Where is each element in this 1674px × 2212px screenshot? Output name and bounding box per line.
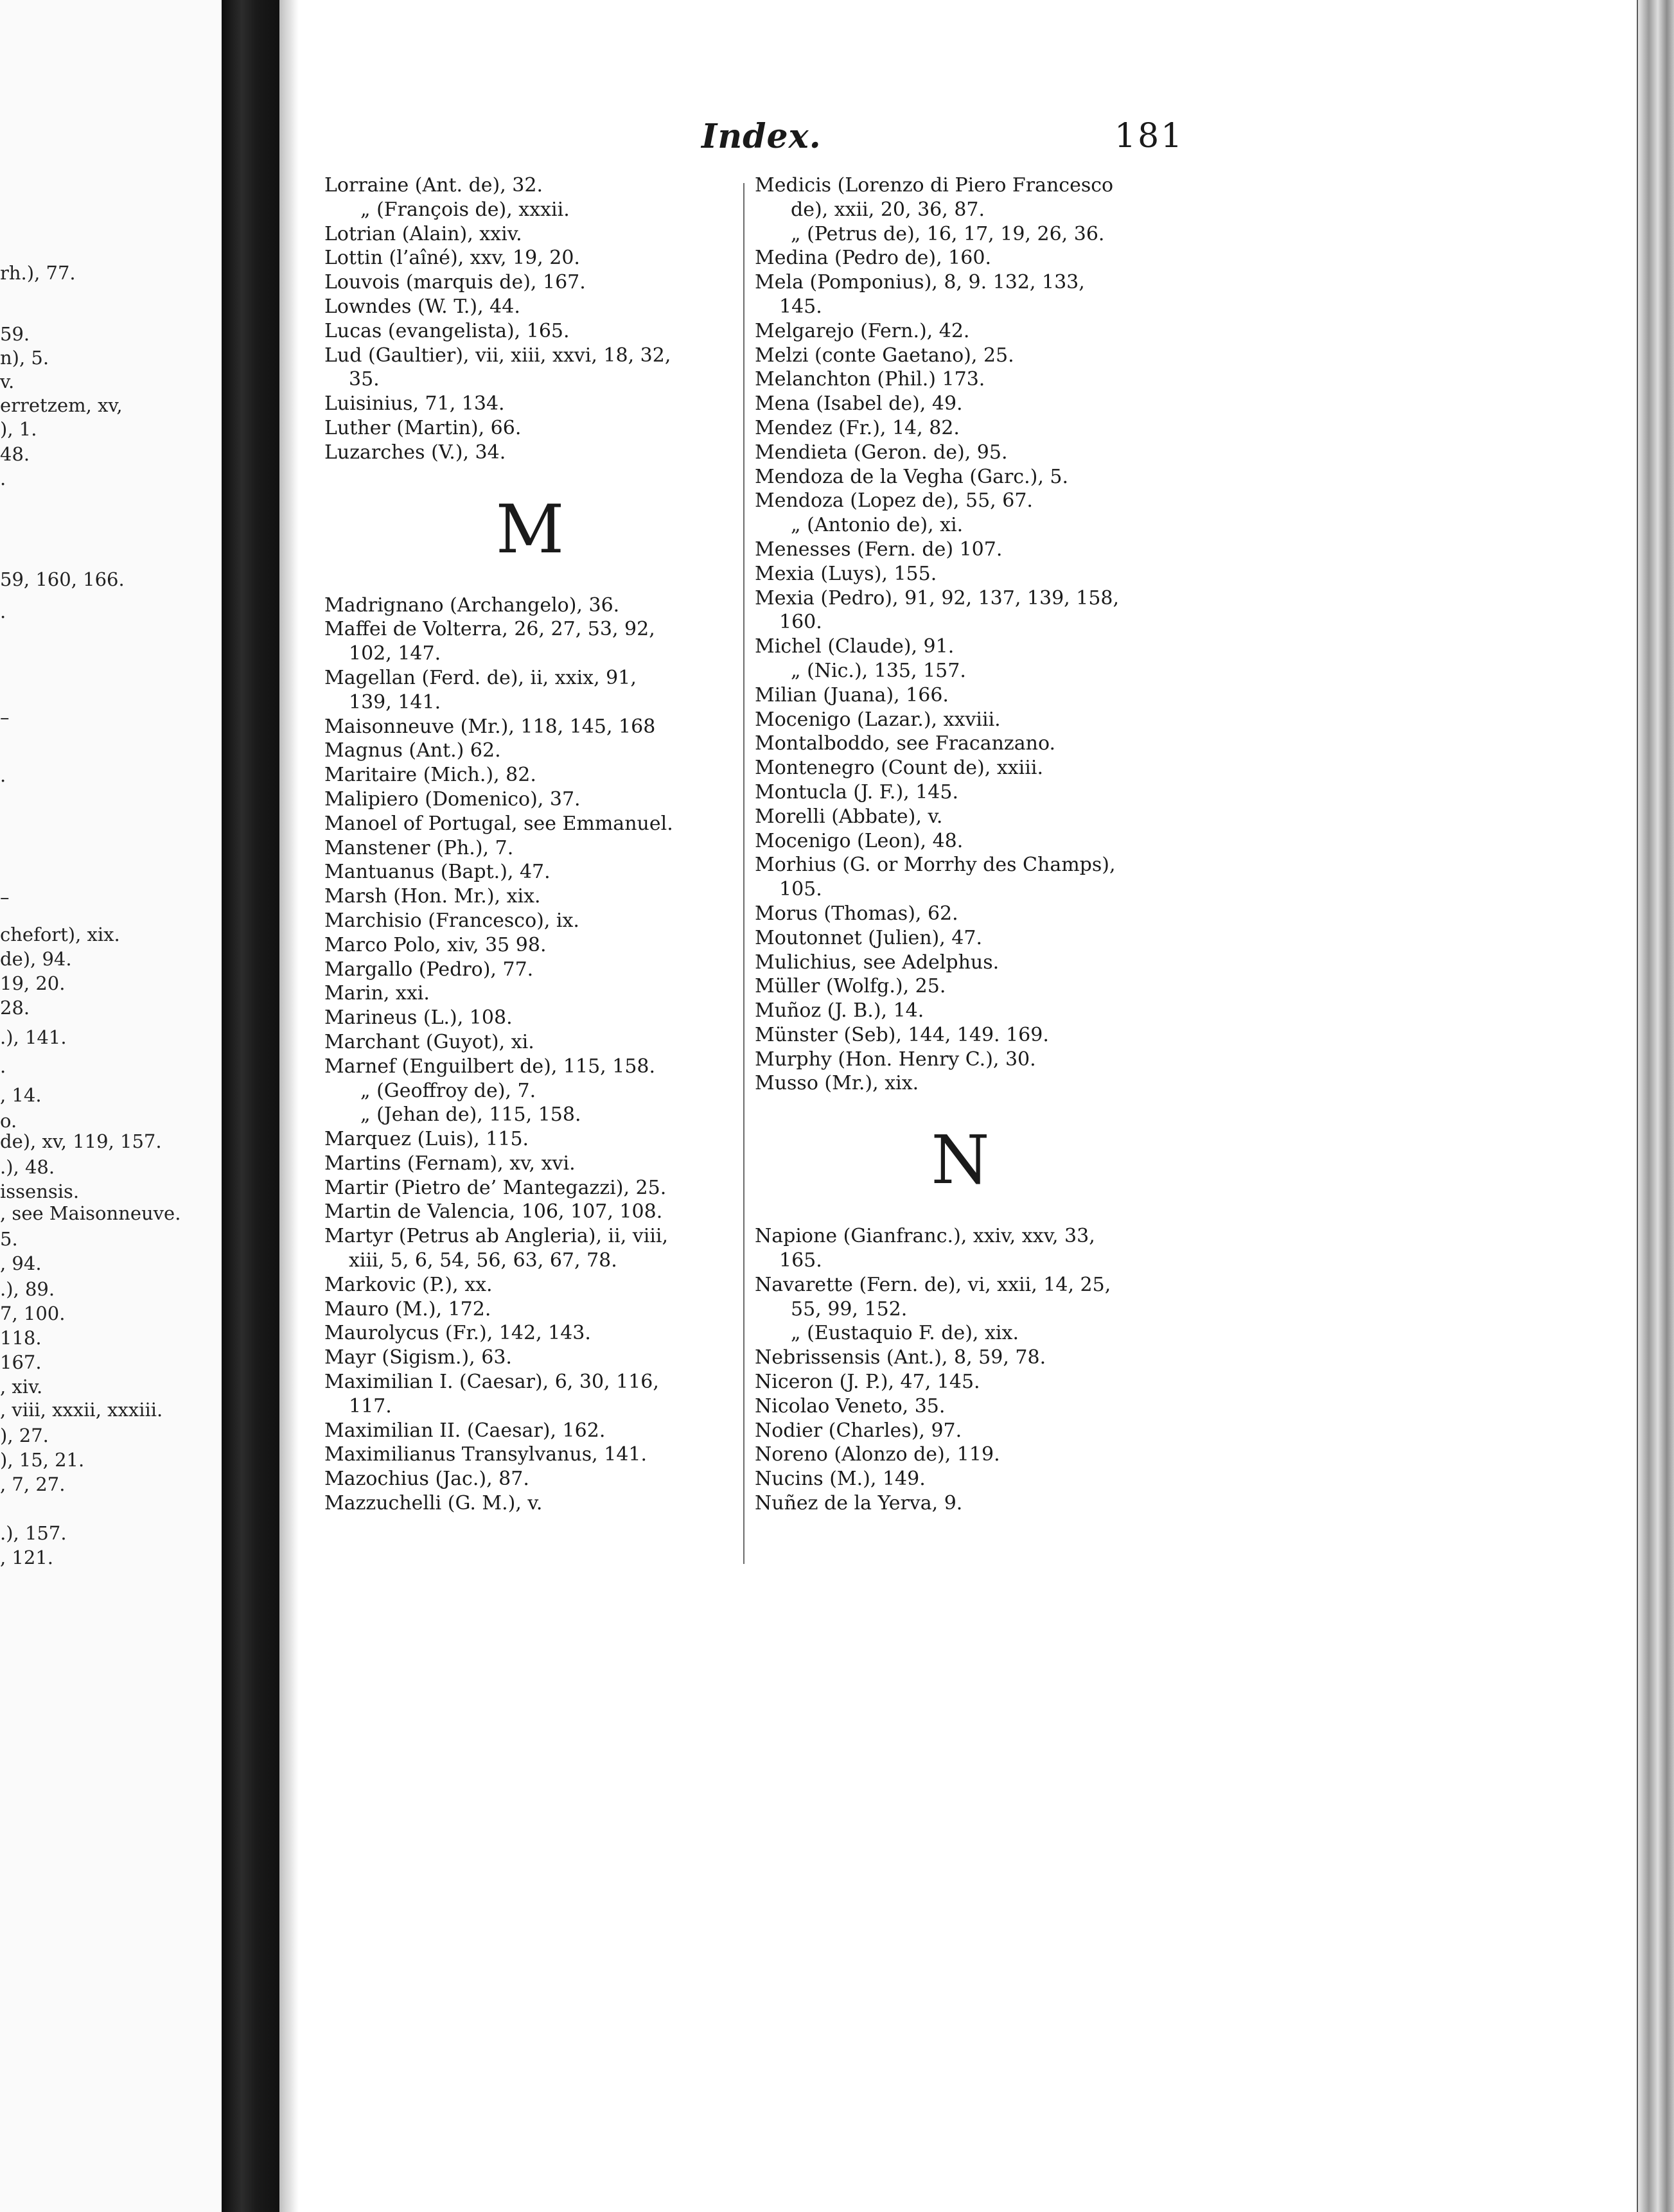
- index-entry: „ (François de), xxxii.: [360, 198, 570, 221]
- facing-page-line: –: [0, 707, 10, 728]
- facing-page-line: n), 5.: [0, 347, 49, 369]
- facing-page-line: erretzem, xv,: [0, 394, 123, 416]
- index-entry-continuation: 117.: [349, 1394, 392, 1418]
- index-entry: Lowndes (W. T.), 44.: [324, 295, 520, 318]
- index-entry-continuation: xiii, 5, 6, 54, 56, 63, 67, 78.: [349, 1249, 617, 1272]
- index-entry: Marchisio (Francesco), ix.: [324, 909, 579, 932]
- index-entry: Murphy (Hon. Henry C.), 30.: [755, 1048, 1036, 1071]
- facing-page-line: 48.: [0, 443, 30, 465]
- index-entry: Noreno (Alonzo de), 119.: [755, 1443, 1000, 1466]
- index-entry-continuation: 160.: [779, 611, 822, 634]
- index-entry: Montucla (J. F.), 145.: [755, 780, 959, 803]
- index-entry: Malipiero (Domenico), 37.: [324, 787, 581, 811]
- facing-page-line: –: [0, 886, 10, 908]
- index-entry: Michel (Claude), 91.: [755, 635, 955, 658]
- index-entry: Mendoza de la Vegha (Garc.), 5.: [755, 465, 1069, 488]
- index-entry: Luzarches (V.), 34.: [324, 441, 506, 464]
- index-entry: Melgarejo (Fern.), 42.: [755, 319, 970, 342]
- index-entry-continuation: 165.: [779, 1249, 822, 1272]
- index-entry: Manstener (Ph.), 7.: [324, 836, 514, 859]
- index-entry: Menesses (Fern. de) 107.: [755, 538, 1003, 561]
- index-entry: Marin, xxi.: [324, 982, 430, 1005]
- index-entry: Maximilianus Transylvanus, 141.: [324, 1443, 648, 1466]
- index-entry: Mexia (Pedro), 91, 92, 137, 139, 158,: [755, 586, 1120, 610]
- index-entry: Melanchton (Phil.) 173.: [755, 368, 985, 391]
- index-entry-continuation: 145.: [779, 295, 822, 318]
- index-entry: Milian (Juana), 166.: [755, 683, 949, 707]
- index-entry: Marineus (L.), 108.: [324, 1006, 513, 1030]
- index-entry-continuation: 102, 147.: [349, 642, 441, 665]
- facing-page-line: o.: [0, 1110, 17, 1132]
- index-entry: Mena (Isabel de), 49.: [755, 392, 963, 416]
- index-entry: Mexia (Luys), 155.: [755, 562, 937, 585]
- index-entry: Magnus (Ant.) 62.: [324, 739, 501, 762]
- facing-page-line: , 14.: [0, 1084, 42, 1106]
- index-entry: Müller (Wolfg.), 25.: [755, 975, 946, 998]
- index-entry: Louvois (marquis de), 167.: [324, 271, 586, 294]
- index-entry: Maurolycus (Fr.), 142, 143.: [324, 1322, 591, 1345]
- index-entry: „ (Geoffroy de), 7.: [360, 1079, 536, 1102]
- index-entry: Mantuanus (Bapt.), 47.: [324, 861, 551, 884]
- index-entry: Morelli (Abbate), v.: [755, 805, 943, 828]
- index-entry: Nuñez de la Yerva, 9.: [755, 1492, 963, 1515]
- index-entry: Nodier (Charles), 97.: [755, 1419, 962, 1442]
- facing-page-line: , xiv.: [0, 1376, 43, 1398]
- index-entry: „ (Petrus de), 16, 17, 19, 26, 36.: [791, 222, 1105, 245]
- index-entry: Martir (Pietro de’ Mantegazzi), 25.: [324, 1176, 667, 1199]
- index-column-left: [324, 173, 736, 1516]
- index-entry: Martin de Valencia, 106, 107, 108.: [324, 1200, 663, 1224]
- index-entry: Mendoza (Lopez de), 55, 67.: [755, 489, 1033, 513]
- index-entry: Luisinius, 71, 134.: [324, 392, 505, 416]
- index-entry: Mocenigo (Lazar.), xxviii.: [755, 708, 1001, 731]
- index-column-right: [755, 173, 1166, 1516]
- index-entry: Maffei de Volterra, 26, 27, 53, 92,: [324, 618, 655, 641]
- facing-page-line: 7, 100.: [0, 1303, 66, 1324]
- index-entry: Mazzuchelli (G. M.), v.: [324, 1492, 543, 1515]
- page-stack-edge: [1638, 0, 1674, 2212]
- index-entry: Mulichius, see Adelphus.: [755, 951, 1000, 974]
- index-entry: Mazochius (Jac.), 87.: [324, 1468, 529, 1491]
- index-entry: Mendieta (Geron. de), 95.: [755, 441, 1008, 464]
- facing-page-line: 59, 160, 166.: [0, 568, 125, 590]
- index-entry: Lorraine (Ant. de), 32.: [324, 174, 543, 197]
- index-entry: Moutonnet (Julien), 47.: [755, 926, 983, 949]
- index-entry: Navarette (Fern. de), vi, xxii, 14, 25,: [755, 1273, 1111, 1296]
- index-entry: Mocenigo (Leon), 48.: [755, 829, 964, 852]
- index-entry-continuation: 139, 141.: [349, 690, 441, 714]
- index-entry: Mayr (Sigism.), 63.: [324, 1346, 512, 1369]
- index-entry: Morhius (G. or Morrhy des Champs),: [755, 854, 1116, 877]
- index-entry: Muñoz (J. B.), 14.: [755, 999, 924, 1023]
- index-entry: Magellan (Ferd. de), ii, xxix, 91,: [324, 666, 637, 689]
- index-entry: Maximilian II. (Caesar), 162.: [324, 1419, 606, 1442]
- index-entry: Musso (Mr.), xix.: [755, 1072, 919, 1095]
- index-entry: Napione (Gianfranc.), xxiv, xxv, 33,: [755, 1225, 1095, 1248]
- index-entry: Maisonneuve (Mr.), 118, 145, 168: [324, 715, 656, 738]
- index-entry: Melzi (conte Gaetano), 25.: [755, 344, 1014, 367]
- facing-page-line: , 7, 27.: [0, 1473, 66, 1495]
- facing-page-line: 118.: [0, 1327, 42, 1349]
- facing-page-line: 59.: [0, 323, 30, 345]
- index-entry: Markovic (P.), xx.: [324, 1273, 493, 1296]
- facing-page-line: de), xv, 119, 157.: [0, 1130, 162, 1152]
- facing-page-line: .), 48.: [0, 1156, 55, 1178]
- facing-page-line: .: [0, 468, 6, 489]
- index-entry: Marchant (Guyot), xi.: [324, 1030, 534, 1053]
- facing-page-line: v.: [0, 371, 15, 392]
- gutter-shadow: [279, 0, 299, 2212]
- index-entry: Nicolao Veneto, 35.: [755, 1394, 946, 1418]
- facing-page-line: 167.: [0, 1351, 42, 1373]
- facing-page-line: ), 15, 21.: [0, 1449, 85, 1471]
- facing-page-line: rh.), 77.: [0, 262, 76, 284]
- index-entry: Montenegro (Count de), xxiii.: [755, 757, 1043, 780]
- facing-page-line: , see Maisonneuve.: [0, 1202, 181, 1224]
- index-entry: de), xxii, 20, 36, 87.: [791, 198, 985, 221]
- facing-page-line: 28.: [0, 997, 30, 1019]
- index-entry: Mela (Pomponius), 8, 9. 132, 133,: [755, 271, 1085, 294]
- index-entry: „ (Jehan de), 115, 158.: [360, 1103, 581, 1127]
- facing-page-line: , viii, xxxii, xxxiii.: [0, 1399, 163, 1421]
- index-entry: Medina (Pedro de), 160.: [755, 247, 991, 270]
- index-entry: „ (Eustaquio F. de), xix.: [791, 1322, 1019, 1345]
- index-entry: Marco Polo, xiv, 35 98.: [324, 933, 547, 956]
- page-number: 181: [1115, 117, 1185, 155]
- index-entry: Medicis (Lorenzo di Piero Francesco: [755, 174, 1114, 197]
- facing-page-line: chefort), xix.: [0, 924, 120, 945]
- book-gutter: [222, 0, 279, 2212]
- index-entry: Morus (Thomas), 62.: [755, 902, 958, 925]
- index-entry: Nucins (M.), 149.: [755, 1468, 926, 1491]
- index-entry: „ (Antonio de), xi.: [791, 514, 964, 537]
- index-entry: Margallo (Pedro), 77.: [324, 958, 534, 981]
- facing-page-line: de), 94.: [0, 948, 72, 970]
- index-entry-continuation: 105.: [779, 878, 822, 901]
- index-entry: Lotrian (Alain), xxiv.: [324, 222, 522, 245]
- index-entry-continuation: 35.: [349, 368, 380, 391]
- index-entry: Mauro (M.), 172.: [324, 1297, 491, 1321]
- index-entry: Martyr (Petrus ab Angleria), ii, viii,: [324, 1225, 669, 1248]
- index-entry: 55, 99, 152.: [791, 1297, 908, 1321]
- running-head: Index.: [701, 117, 822, 156]
- index-entry: Lottin (l’aîné), xxv, 19, 20.: [324, 247, 580, 270]
- facing-page-line: , 121.: [0, 1547, 54, 1568]
- section-letter-heading: N: [931, 1121, 990, 1200]
- facing-page-line: .), 157.: [0, 1522, 67, 1544]
- index-entry: Manoel of Portugal, see Emmanuel.: [324, 812, 673, 835]
- facing-page-line: , 94.: [0, 1252, 42, 1274]
- index-entry: Mendez (Fr.), 14, 82.: [755, 416, 960, 439]
- index-entry: Martins (Fernam), xv, xvi.: [324, 1152, 576, 1175]
- index-entry: Münster (Seb), 144, 149. 169.: [755, 1023, 1049, 1046]
- index-entry: Maximilian I. (Caesar), 6, 30, 116,: [324, 1371, 659, 1394]
- index-entry: Lud (Gaultier), vii, xiii, xxvi, 18, 32,: [324, 344, 671, 367]
- index-entry: Marnef (Enguilbert de), 115, 158.: [324, 1055, 656, 1078]
- index-entry: Niceron (J. P.), 47, 145.: [755, 1371, 980, 1394]
- facing-page-line: ), 27.: [0, 1425, 49, 1446]
- facing-page-line: .: [0, 764, 6, 786]
- facing-page-line: .: [0, 601, 6, 622]
- facing-page-line: issensis.: [0, 1181, 80, 1202]
- index-entry: Luther (Martin), 66.: [324, 416, 522, 439]
- facing-page-line: .), 141.: [0, 1026, 67, 1048]
- section-letter-heading: M: [495, 489, 565, 568]
- facing-page-line: ), 1.: [0, 418, 37, 440]
- index-entry: Nebrissensis (Ant.), 8, 59, 78.: [755, 1346, 1046, 1369]
- index-entry: „ (Nic.), 135, 157.: [791, 659, 966, 682]
- index-entry: Marquez (Luis), 115.: [324, 1128, 529, 1151]
- facing-page-line: 19, 20.: [0, 972, 66, 994]
- index-entry: Madrignano (Archangelo), 36.: [324, 593, 620, 617]
- index-entry: Montalboddo, see Fracanzano.: [755, 732, 1056, 755]
- index-entry: Marsh (Hon. Mr.), xix.: [324, 885, 541, 908]
- facing-page-line: .: [0, 1055, 6, 1077]
- facing-page-line: 5.: [0, 1228, 18, 1250]
- facing-page-line: .), 89.: [0, 1278, 55, 1300]
- index-entry: Lucas (evangelista), 165.: [324, 319, 570, 342]
- facing-page-fragment: [0, 0, 222, 2212]
- index-entry: Maritaire (Mich.), 82.: [324, 764, 536, 787]
- column-divider: [743, 183, 744, 1564]
